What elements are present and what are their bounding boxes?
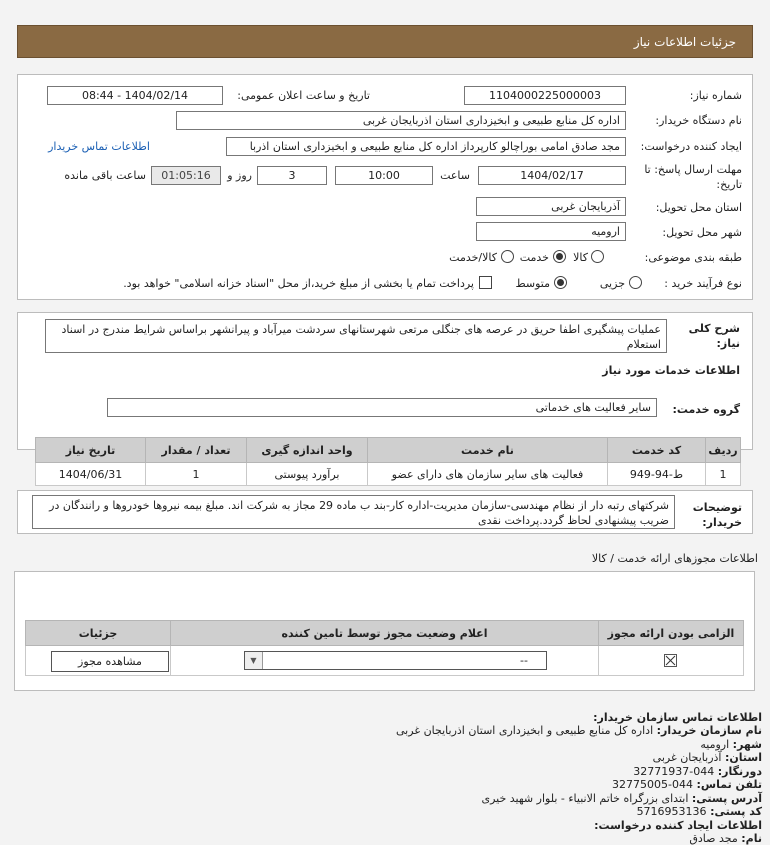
page-header xyxy=(17,25,753,58)
service-group-label: گروه خدمت: xyxy=(672,403,740,416)
contact-org-line: نام سازمان خریدار: اداره کل منابع طبیعی و ابخیزداری استان اذربایجان غربی xyxy=(396,724,762,737)
category-option-service: خدمت xyxy=(519,251,549,264)
cell-need-date: 1404/06/31 xyxy=(36,463,146,486)
process-label: نوع فرآیند خرید : xyxy=(664,277,742,290)
cell-row: 1 xyxy=(706,463,741,486)
need-info-panel xyxy=(17,74,753,300)
process-option-medium: متوسط xyxy=(515,277,550,290)
treasury-payment-checkbox[interactable] xyxy=(479,276,492,289)
treasury-payment-note: پرداخت تمام یا بخشی از مبلغ خرید،از محل "اسناد خزانه اسلامی" خواهد بود. xyxy=(123,277,474,290)
view-permit-button[interactable]: مشاهده مجوز xyxy=(51,651,169,672)
col-permit-status: اعلام وضعیت مجوز توسط تامین کننده xyxy=(171,621,599,646)
col-permit-details: جزئیات xyxy=(26,621,171,646)
col-row: ردیف xyxy=(706,438,741,463)
need-number-label: شماره نیاز: xyxy=(689,89,742,102)
buyer-org-label: نام دستگاه خریدار: xyxy=(655,114,742,127)
permit-required-checkbox[interactable] xyxy=(664,654,677,667)
contact-phone-line: تلفن تماس: 044-32775005 xyxy=(612,778,762,791)
permits-title: اطلاعات مجوزهای ارائه خدمت / کالا xyxy=(591,552,758,565)
description-label-need: نیاز: xyxy=(716,337,740,350)
category-option-goods-service: کالا/خدمت xyxy=(449,251,497,264)
buyer-notes-label-buyer: خریدار: xyxy=(702,516,742,529)
permit-status-select[interactable] xyxy=(244,651,547,670)
creator-info-title: اطلاعات ایجاد کننده درخواست: xyxy=(594,819,762,832)
contact-province-line: استان: آذربایجان غربی xyxy=(652,751,762,764)
announce-field[interactable]: 1404/02/14 - 08:44 xyxy=(47,86,223,105)
creator-label: ایجاد کننده درخواست: xyxy=(640,140,742,153)
deadline-date-label: تاریخ: xyxy=(716,178,742,191)
process-radio-minor[interactable] xyxy=(629,276,642,289)
col-unit: واحد اندازه گیری xyxy=(247,438,368,463)
page-title: جزئیات اطلاعات نیاز xyxy=(633,35,736,49)
category-option-goods: کالا xyxy=(573,251,588,264)
remaining-label: ساعت باقی مانده xyxy=(64,169,146,182)
days-field[interactable]: 3 xyxy=(257,166,327,185)
col-service-name: نام خدمت xyxy=(368,438,608,463)
services-table-header xyxy=(36,438,741,463)
contact-title: اطلاعات تماس سازمان خریدار: xyxy=(593,711,762,724)
province-label: استان محل تحویل: xyxy=(655,201,742,214)
contact-fax-line: دورنگار: 044-32771937 xyxy=(633,765,762,778)
deadline-date-field[interactable]: 1404/02/17 xyxy=(478,166,626,185)
permit-status-select-value: -- xyxy=(520,654,528,667)
contact-address-line: آدرس پستی: ابتدای بزرگراه خاتم الانبیاء - بلوار شهید خیری xyxy=(481,792,762,805)
contact-city-line: شهر: ارومیه xyxy=(700,738,762,751)
col-service-code: کد خدمت xyxy=(608,438,706,463)
category-radio-goods-service[interactable] xyxy=(501,250,514,263)
service-group-field[interactable]: سایر فعالیت های خدماتی xyxy=(107,398,657,417)
category-radio-goods[interactable] xyxy=(591,250,604,263)
process-radio-medium[interactable] xyxy=(554,276,567,289)
deadline-time-label: ساعت xyxy=(440,169,470,182)
col-need-date: تاریخ نیاز xyxy=(36,438,146,463)
services-section-title: اطلاعات خدمات مورد نیاز xyxy=(602,364,740,377)
days-label: روز و xyxy=(227,169,252,182)
buyer-contact-link[interactable]: اطلاعات تماس خریدار xyxy=(48,140,150,153)
need-number-field[interactable]: 1104000225000003 xyxy=(464,86,626,105)
deadline-time-field[interactable]: 10:00 xyxy=(335,166,433,185)
remaining-time-field: 01:05:16 xyxy=(151,166,221,185)
description-text: عملیات پیشگیری اطفا حریق در عرصه های جنگلی مرتعی شهرستانهای سردشت میرآباد و پیرانشهر براساس شرایط مندرج در اسناد استعلام xyxy=(45,319,667,353)
city-label: شهر محل تحویل: xyxy=(662,226,742,239)
category-label: طبقه بندی موضوعی: xyxy=(644,251,742,264)
buyer-org-field[interactable]: اداره کل منابع طبیعی و ابخیزداری استان اذربایجان غربی xyxy=(176,111,626,130)
table-row xyxy=(36,463,741,486)
creator-name-line: نام: مجد صادق xyxy=(689,832,762,845)
services-table xyxy=(35,437,741,486)
deadline-label: مهلت ارسال پاسخ: تا xyxy=(644,163,742,176)
description-label: شرح کلی xyxy=(688,322,740,335)
province-field[interactable]: آذربایجان غربی xyxy=(476,197,626,216)
cell-service-name: فعالیت های سایر سازمان های دارای عضو xyxy=(368,463,608,486)
process-option-minor: جزیی xyxy=(599,277,625,290)
permits-table-header xyxy=(26,621,744,646)
cell-service-code: ط-94-949 xyxy=(608,463,706,486)
cell-quantity: 1 xyxy=(146,463,247,486)
col-permit-required: الزامی بودن ارائه مجوز xyxy=(599,621,744,646)
buyer-notes-text: شرکتهای رتبه دار از نظام مهندسی-سازمان مدیریت-اداره کار-بند ب ماده 29 مجاز به شرکت اند. مبلغ بیمه نیروها خودروها و رانندگان در ضریب پیشنهادی لحاظ گردد.پرداخت نقدی xyxy=(32,495,675,529)
cell-unit: برآورد پیوستی xyxy=(247,463,368,486)
x-mark-icon xyxy=(665,655,676,666)
buyer-notes-label: توضیحات xyxy=(692,501,742,514)
category-radio-service[interactable] xyxy=(553,250,566,263)
city-field[interactable]: ارومیه xyxy=(476,222,626,241)
col-quantity: تعداد / مقدار xyxy=(146,438,247,463)
announce-label: تاریخ و ساعت اعلان عمومی: xyxy=(237,89,370,102)
contact-postal-line: کد پستی: 5716953136 xyxy=(636,805,762,818)
creator-field[interactable]: مجد صادق امامی بوراچالو کارپرداز اداره کل منابع طبیعی و ابخیزداری استان اذربا xyxy=(226,137,626,156)
dropdown-arrow-icon: ▼ xyxy=(245,652,263,669)
